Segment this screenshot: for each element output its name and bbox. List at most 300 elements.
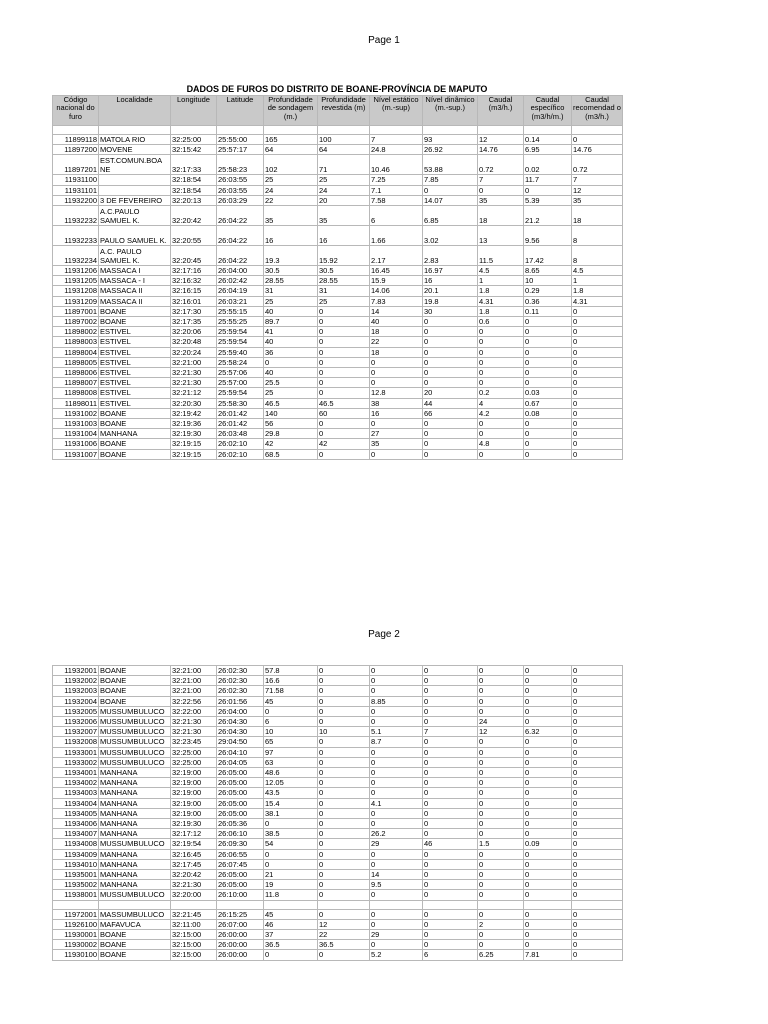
table-cell: 0 — [264, 859, 318, 869]
table-cell: 7.1 — [370, 185, 423, 195]
table-cell: 0 — [572, 829, 623, 839]
table-cell: 4.8 — [478, 439, 524, 449]
table-cell: 27 — [370, 429, 423, 439]
table-cell: 26:04:00 — [217, 266, 264, 276]
borehole-code-cell: 11931100 — [53, 175, 99, 185]
table-cell: 32:17:35 — [171, 317, 217, 327]
table-cell: 0 — [423, 778, 478, 788]
table-cell: 0 — [423, 676, 478, 686]
table-cell: 32:19:54 — [171, 839, 217, 849]
borehole-code-cell: 11931206 — [53, 266, 99, 276]
table-cell: 0 — [318, 676, 370, 686]
table-cell: 17.42 — [524, 246, 572, 266]
table-cell: 26:15:25 — [217, 909, 264, 919]
boreholes-table-page-2 — [52, 665, 623, 961]
table-cell: 0 — [423, 717, 478, 727]
table-cell: 0.72 — [478, 155, 524, 175]
table-cell: 26:03:21 — [217, 296, 264, 306]
table-cell: MASSACA II — [99, 296, 171, 306]
table-cell: 0 — [423, 768, 478, 778]
table-cell: 0 — [318, 666, 370, 676]
table-cell: 7.81 — [524, 950, 572, 960]
table-cell: 40 — [370, 317, 423, 327]
table-cell: 32:21:12 — [171, 388, 217, 398]
table-cell: 0 — [318, 870, 370, 880]
table-row — [53, 276, 623, 286]
table-cell: 0 — [524, 717, 572, 727]
table-cell: 60 — [318, 408, 370, 418]
table-cell: 24 — [264, 185, 318, 195]
table-cell: 12.8 — [370, 388, 423, 398]
table-cell: 29:04:50 — [217, 737, 264, 747]
table-cell: 0 — [423, 849, 478, 859]
table-cell: 0 — [572, 727, 623, 737]
table-cell: 68.5 — [264, 449, 318, 459]
table-cell: 26:09:30 — [217, 839, 264, 849]
spacer-cell — [318, 126, 370, 135]
table-cell: 0 — [318, 909, 370, 919]
table-cell: 32:18:54 — [171, 185, 217, 195]
table-row — [53, 439, 623, 449]
borehole-code-cell: 11933002 — [53, 757, 99, 767]
table-cell: 32:19:30 — [171, 429, 217, 439]
table-cell: 48.6 — [264, 768, 318, 778]
spacer-cell — [264, 900, 318, 909]
column-header: Código nacional do furo — [53, 96, 99, 126]
table-cell: 20.1 — [423, 286, 478, 296]
table-cell: 32:20:42 — [171, 206, 217, 226]
table-cell: 0 — [423, 347, 478, 357]
table-cell: 0 — [572, 768, 623, 778]
table-cell: 4.31 — [572, 296, 623, 306]
table-cell: 32:22:00 — [171, 706, 217, 716]
table-cell: 7.58 — [370, 195, 423, 205]
table-header-row — [53, 96, 623, 126]
table-cell: 0 — [370, 757, 423, 767]
table-cell: 1.8 — [572, 286, 623, 296]
spacer-cell — [370, 900, 423, 909]
borehole-code-cell: 11934010 — [53, 859, 99, 869]
table-cell: 26:05:00 — [217, 788, 264, 798]
table-cell: 12 — [478, 135, 524, 145]
table-cell: BOANE — [99, 676, 171, 686]
table-cell: 18 — [370, 327, 423, 337]
table-cell: 26:00:00 — [217, 950, 264, 960]
table-cell: 5.39 — [524, 195, 572, 205]
table-cell: 6.85 — [423, 206, 478, 226]
table-cell: MANHANA — [99, 808, 171, 818]
spacer-cell — [478, 126, 524, 135]
table-cell: 0 — [318, 808, 370, 818]
table-cell: 14.76 — [572, 145, 623, 155]
table-cell: 26:05:00 — [217, 778, 264, 788]
table-row — [53, 829, 623, 839]
borehole-code-cell: 11932008 — [53, 737, 99, 747]
table-cell: 0 — [524, 449, 572, 459]
table-cell: 0 — [423, 747, 478, 757]
table-row — [53, 378, 623, 388]
table-cell: MUSSUMBULUCO — [99, 747, 171, 757]
table-cell: 0 — [318, 347, 370, 357]
table-cell: 10 — [264, 727, 318, 737]
borehole-code-cell: 11932232 — [53, 206, 99, 226]
table-cell: 32:20:55 — [171, 226, 217, 246]
table-cell: 28.55 — [318, 276, 370, 286]
table-cell: 0 — [318, 737, 370, 747]
table-cell: 0 — [318, 717, 370, 727]
table-cell: 0 — [423, 757, 478, 767]
table-cell: 26.92 — [423, 145, 478, 155]
table-cell: 0 — [423, 890, 478, 900]
table-cell: 46.5 — [318, 398, 370, 408]
table-cell: 31 — [264, 286, 318, 296]
borehole-code-cell: 11932001 — [53, 666, 99, 676]
table-cell: MANHANA — [99, 768, 171, 778]
table-cell: 26:05:00 — [217, 870, 264, 880]
table-cell: 26:06:55 — [217, 849, 264, 859]
table-cell: 0 — [478, 870, 524, 880]
table-cell: 0 — [478, 347, 524, 357]
table-cell: A.C. PAULO SAMUEL K. — [99, 246, 171, 266]
table-cell: 32:19:00 — [171, 798, 217, 808]
table-cell: 0.29 — [524, 286, 572, 296]
table-cell: 0 — [572, 870, 623, 880]
table-cell: 0 — [318, 798, 370, 808]
spacer-row — [53, 126, 623, 135]
spacer-cell — [264, 126, 318, 135]
table-cell: 32:19:36 — [171, 419, 217, 429]
table-cell: 35 — [264, 206, 318, 226]
table-cell: 35 — [370, 439, 423, 449]
table-row — [53, 890, 623, 900]
table-cell: 0 — [524, 849, 572, 859]
table-cell: 0.72 — [572, 155, 623, 175]
table-cell: 0 — [572, 890, 623, 900]
borehole-code-cell: 11930001 — [53, 930, 99, 940]
borehole-code-cell: 11899118 — [53, 135, 99, 145]
table-cell: 32:20:00 — [171, 890, 217, 900]
table-row — [53, 747, 623, 757]
table-cell: 102 — [264, 155, 318, 175]
table-cell: 53.88 — [423, 155, 478, 175]
table-cell: 0 — [423, 788, 478, 798]
table-cell: 0 — [423, 419, 478, 429]
table-cell: 93 — [423, 135, 478, 145]
table-cell: BOANE — [99, 696, 171, 706]
table-cell: 25:57:00 — [217, 378, 264, 388]
table-cell: 42 — [264, 439, 318, 449]
table-cell: 0 — [572, 839, 623, 849]
table-cell: 25 — [264, 175, 318, 185]
table-cell: 7 — [423, 727, 478, 737]
table-row — [53, 859, 623, 869]
table-cell: 0 — [524, 819, 572, 829]
table-cell: 16.45 — [370, 266, 423, 276]
table-row — [53, 286, 623, 296]
table-cell: 14.07 — [423, 195, 478, 205]
table-cell: 0 — [370, 357, 423, 367]
table-cell: 0 — [370, 419, 423, 429]
table-cell: 32:22:56 — [171, 696, 217, 706]
table-cell: 0 — [524, 940, 572, 950]
table-cell: 32:15:00 — [171, 930, 217, 940]
table-cell: 0 — [524, 666, 572, 676]
table-cell: 54 — [264, 839, 318, 849]
table-row — [53, 145, 623, 155]
table-cell: 37 — [264, 930, 318, 940]
table-cell: 0 — [524, 890, 572, 900]
table-cell: BOANE — [99, 306, 171, 316]
table-cell: 24.8 — [370, 145, 423, 155]
table-cell: 0 — [318, 419, 370, 429]
table-cell: 32:20:42 — [171, 870, 217, 880]
table-row — [53, 185, 623, 195]
borehole-code-cell: 11934003 — [53, 788, 99, 798]
borehole-code-cell: 11898005 — [53, 357, 99, 367]
table-cell: 0 — [524, 737, 572, 747]
table-cell: 0 — [423, 829, 478, 839]
column-header: Longitude — [171, 96, 217, 126]
table-cell: 0 — [572, 306, 623, 316]
borehole-code-cell: 11934005 — [53, 808, 99, 818]
table-row — [53, 175, 623, 185]
borehole-code-cell: 11931002 — [53, 408, 99, 418]
table-cell: 43.5 — [264, 788, 318, 798]
table-cell: 1.8 — [478, 286, 524, 296]
table-cell: 0 — [478, 419, 524, 429]
table-cell: 26:01:56 — [217, 696, 264, 706]
table-cell: 2.83 — [423, 246, 478, 266]
table-cell: 32:20:06 — [171, 327, 217, 337]
table-cell: 100 — [318, 135, 370, 145]
table-cell: 0.03 — [524, 388, 572, 398]
table-cell: 0 — [572, 429, 623, 439]
spacer-cell — [572, 126, 623, 135]
table-cell: 0 — [370, 717, 423, 727]
table-cell: 0 — [572, 686, 623, 696]
table-cell: 0 — [423, 357, 478, 367]
table-cell: 7 — [478, 175, 524, 185]
table-cell: 0 — [524, 859, 572, 869]
table-row — [53, 429, 623, 439]
spacer-cell — [524, 900, 572, 909]
table-cell: 26:02:10 — [217, 439, 264, 449]
table-cell: 0 — [318, 429, 370, 439]
table-cell: 32:25:00 — [171, 135, 217, 145]
table-cell: 7.85 — [423, 175, 478, 185]
table-cell: 0 — [423, 940, 478, 950]
table-row — [53, 347, 623, 357]
table-cell: 16 — [370, 408, 423, 418]
table-cell: 25:58:24 — [217, 357, 264, 367]
table-cell: 42 — [318, 439, 370, 449]
table-cell: BOANE — [99, 449, 171, 459]
borehole-code-cell: 11931205 — [53, 276, 99, 286]
table-cell: 0.08 — [524, 408, 572, 418]
table-cell: 3 DE FEVEREIRO — [99, 195, 171, 205]
table-cell: 29 — [370, 839, 423, 849]
table-cell: 32:23:45 — [171, 737, 217, 747]
column-header: Nível estático (m.-sup) — [370, 96, 423, 126]
table-row — [53, 676, 623, 686]
table-cell: 0 — [572, 919, 623, 929]
table-cell: 0 — [572, 337, 623, 347]
table-cell: 12 — [318, 919, 370, 929]
table-cell: 0 — [524, 880, 572, 890]
table-cell: 40 — [264, 337, 318, 347]
table-cell: 0 — [572, 788, 623, 798]
table-cell: 12 — [572, 185, 623, 195]
table-cell: 71 — [318, 155, 370, 175]
table-cell: 11.7 — [524, 175, 572, 185]
table-cell: 0 — [524, 429, 572, 439]
table-row — [53, 717, 623, 727]
table-row — [53, 870, 623, 880]
table-cell: 0 — [572, 696, 623, 706]
table-cell: MUSSUMBULUCO — [99, 706, 171, 716]
table-cell: 0 — [423, 859, 478, 869]
borehole-code-cell: 11935002 — [53, 880, 99, 890]
borehole-code-cell: 11934006 — [53, 819, 99, 829]
table-cell: 0 — [572, 798, 623, 808]
table-cell: 29.8 — [264, 429, 318, 439]
table-cell: 16.97 — [423, 266, 478, 276]
table-cell: 0 — [524, 808, 572, 818]
table-cell: 0 — [524, 798, 572, 808]
table-cell: 22 — [370, 337, 423, 347]
table-cell: 0 — [318, 950, 370, 960]
spacer-cell — [53, 900, 99, 909]
table-cell: 25 — [264, 388, 318, 398]
table-cell: 0 — [318, 788, 370, 798]
table-row — [53, 909, 623, 919]
table-cell: 32:25:00 — [171, 747, 217, 757]
table-cell: 40 — [264, 368, 318, 378]
table-cell: 6.32 — [524, 727, 572, 737]
table-cell: 0 — [524, 676, 572, 686]
table-row — [53, 768, 623, 778]
borehole-code-cell: 11934001 — [53, 768, 99, 778]
table-cell: 0 — [524, 829, 572, 839]
table-row — [53, 206, 623, 226]
column-header: Nível dinâmico (m.-sup.) — [423, 96, 478, 126]
table-cell: 0 — [423, 737, 478, 747]
table-cell: 32:20:24 — [171, 347, 217, 357]
table-cell: 32:25:00 — [171, 757, 217, 767]
table-row — [53, 246, 623, 266]
table-cell: 0.36 — [524, 296, 572, 306]
table-cell: MANHANA — [99, 870, 171, 880]
table-cell: 0 — [423, 368, 478, 378]
table-cell: MANHANA — [99, 829, 171, 839]
table-cell: 0 — [572, 317, 623, 327]
table-cell: ESTIVEL — [99, 378, 171, 388]
table-row — [53, 368, 623, 378]
table-cell: 0 — [264, 357, 318, 367]
table-cell: 8.85 — [370, 696, 423, 706]
table-cell: 0 — [572, 357, 623, 367]
table-cell: 0 — [478, 429, 524, 439]
table-cell: 0 — [370, 676, 423, 686]
table-cell: MANHANA — [99, 880, 171, 890]
table-cell: 25:59:54 — [217, 327, 264, 337]
borehole-code-cell: 11934007 — [53, 829, 99, 839]
table-cell: 0 — [423, 439, 478, 449]
table-cell: 16 — [423, 276, 478, 286]
spacer-row — [53, 900, 623, 909]
table-cell: BOANE — [99, 317, 171, 327]
table-cell: 32:19:15 — [171, 439, 217, 449]
table-cell: 0 — [478, 337, 524, 347]
table-cell: 35 — [572, 195, 623, 205]
table-cell: BOANE — [99, 419, 171, 429]
table-cell: 0 — [423, 378, 478, 388]
table-cell: 32:18:54 — [171, 175, 217, 185]
table-cell: 0 — [478, 737, 524, 747]
table-cell: 1 — [478, 276, 524, 286]
table-cell: 0 — [478, 829, 524, 839]
table-row — [53, 950, 623, 960]
table-cell: 0 — [370, 686, 423, 696]
table-cell: 8.65 — [524, 266, 572, 276]
table-cell: 4.31 — [478, 296, 524, 306]
borehole-code-cell: 11934009 — [53, 849, 99, 859]
table-cell: 0 — [572, 135, 623, 145]
table-cell: 8 — [572, 246, 623, 266]
borehole-code-cell: 11898011 — [53, 398, 99, 408]
table-row — [53, 778, 623, 788]
table-cell: 0 — [370, 919, 423, 929]
table-cell: 0 — [478, 676, 524, 686]
table-row — [53, 306, 623, 316]
table-cell: 16 — [264, 226, 318, 246]
table-cell: BOANE — [99, 666, 171, 676]
table-cell: 0.11 — [524, 306, 572, 316]
table-cell: 0 — [370, 859, 423, 869]
table-cell: 0 — [572, 717, 623, 727]
table-row — [53, 408, 623, 418]
table-cell: ESTIVEL — [99, 368, 171, 378]
table-cell: PAULO SAMUEL K. — [99, 226, 171, 246]
table-cell: 32:16:01 — [171, 296, 217, 306]
table-cell: 0 — [264, 950, 318, 960]
table-cell: 0 — [370, 378, 423, 388]
table-cell: 32:17:30 — [171, 306, 217, 316]
table-cell: 32:21:00 — [171, 686, 217, 696]
table-cell: 0 — [572, 449, 623, 459]
table-cell: 0 — [423, 880, 478, 890]
table-cell: 32:11:00 — [171, 919, 217, 929]
table-cell: 0 — [423, 449, 478, 459]
table-cell: 0 — [524, 706, 572, 716]
table-cell: MUSSUMBULUCO — [99, 727, 171, 737]
table-cell: 0 — [572, 930, 623, 940]
borehole-code-cell: 11930100 — [53, 950, 99, 960]
table-cell: 26:04:10 — [217, 747, 264, 757]
table-row — [53, 398, 623, 408]
table-cell: 0 — [318, 357, 370, 367]
table-cell: 0 — [423, 930, 478, 940]
table-cell: 7 — [572, 175, 623, 185]
table-cell: 10 — [318, 727, 370, 737]
column-header: Profundidade de sondagem (m.) — [264, 96, 318, 126]
table-cell: 0 — [572, 819, 623, 829]
table-cell: 32:15:00 — [171, 940, 217, 950]
borehole-code-cell: 11897001 — [53, 306, 99, 316]
table-cell: 25:57:06 — [217, 368, 264, 378]
table-cell: 26:00:00 — [217, 940, 264, 950]
table-cell: 0 — [423, 666, 478, 676]
